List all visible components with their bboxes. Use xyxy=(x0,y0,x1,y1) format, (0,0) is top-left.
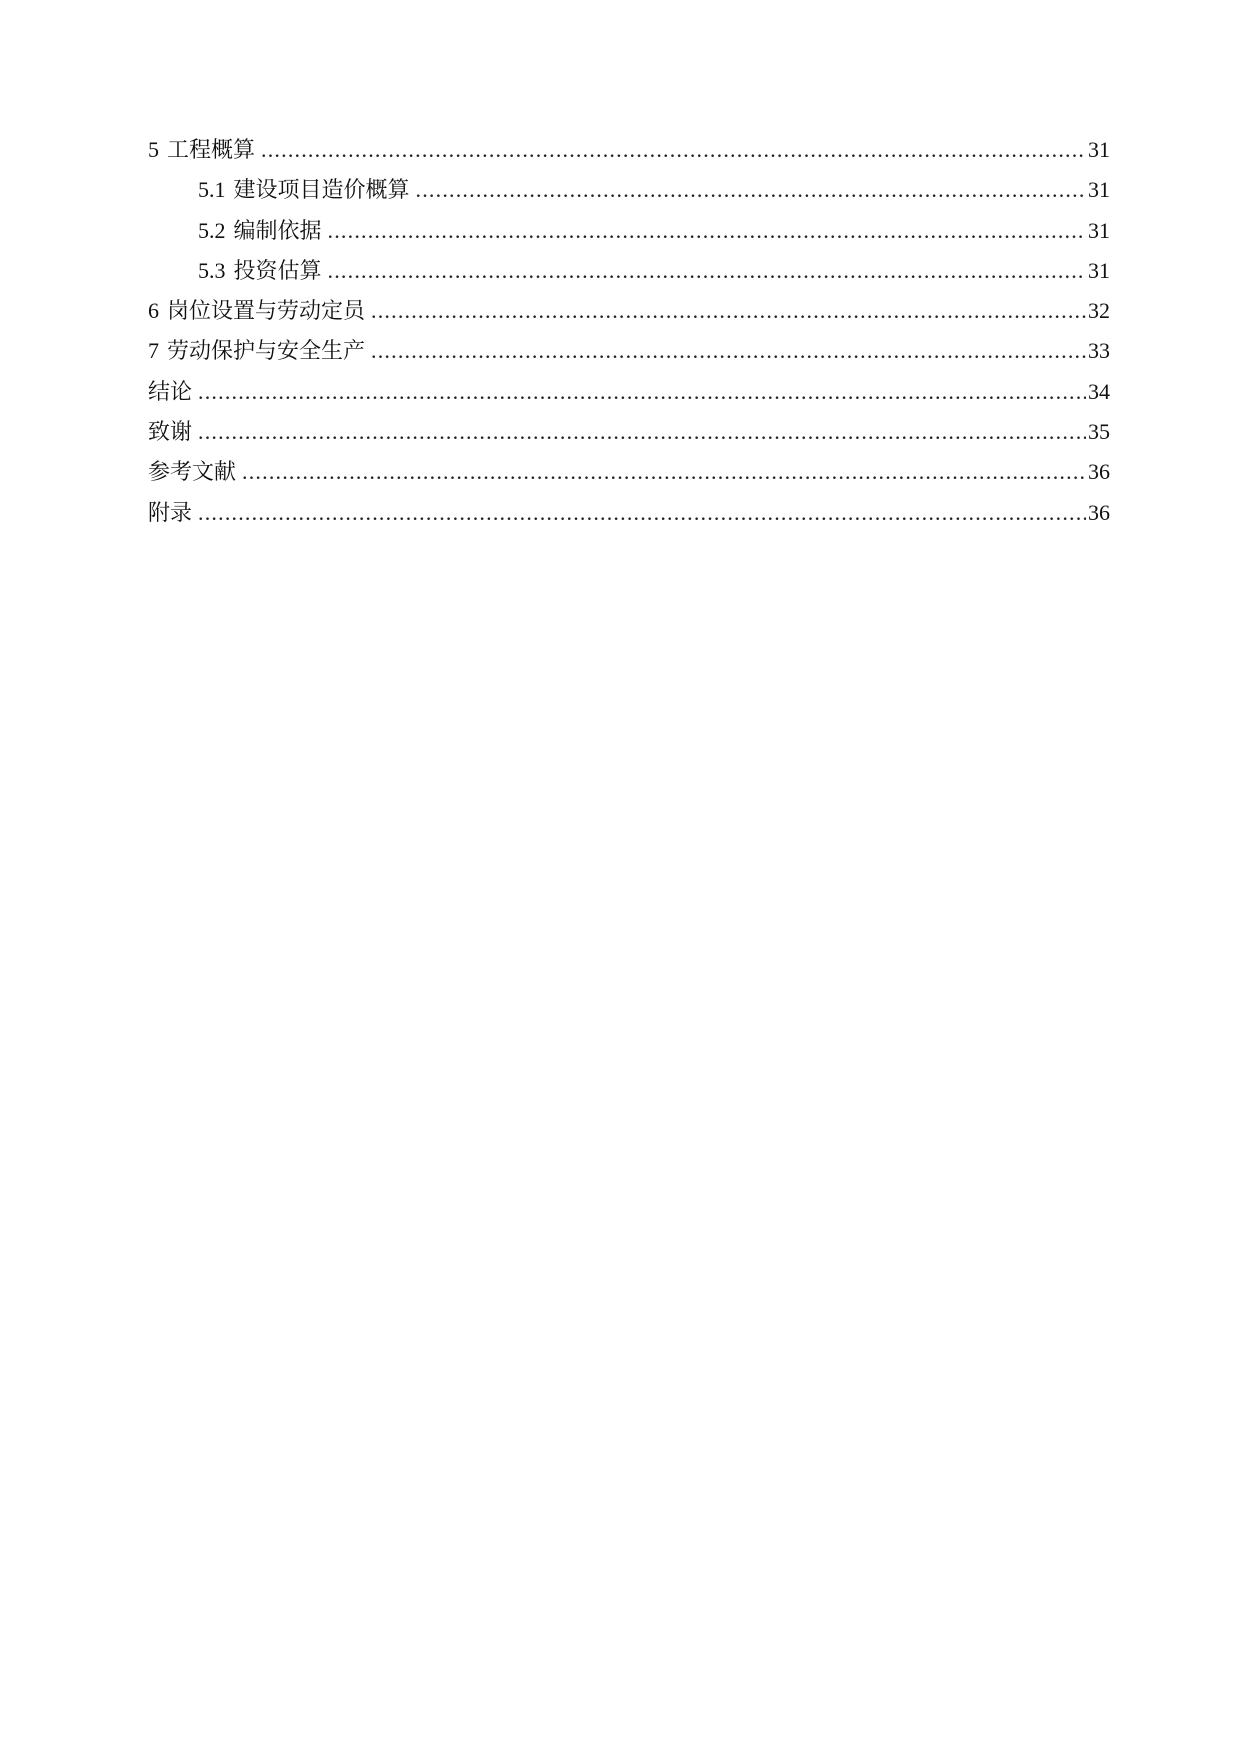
toc-entry-page: 36 xyxy=(1088,459,1110,485)
toc-entry-number: 6 xyxy=(148,298,159,324)
toc-entry[interactable] xyxy=(148,412,1110,452)
toc-entry-page: 33 xyxy=(1088,338,1110,364)
toc-entry[interactable] xyxy=(148,331,1110,371)
toc-entry[interactable] xyxy=(148,452,1110,492)
toc-dot-leader xyxy=(371,291,1086,331)
toc-entry[interactable] xyxy=(148,372,1110,412)
toc-entry-title: 劳动保护与安全生产 xyxy=(167,338,366,364)
toc-entry-number: 7 xyxy=(148,338,159,364)
table-of-contents xyxy=(148,130,1110,533)
toc-entry-title: 结论 xyxy=(148,378,193,404)
toc-dot-leader xyxy=(198,372,1086,412)
toc-entry-page: 31 xyxy=(1088,257,1110,283)
toc-entry-title: 编制依据 xyxy=(233,217,322,243)
toc-entry-page: 31 xyxy=(1088,137,1110,162)
toc-entry-number: 5 xyxy=(148,137,159,162)
toc-entry-title: 建设项目造价概算 xyxy=(233,177,410,203)
toc-dot-leader xyxy=(198,493,1086,533)
toc-entry[interactable] xyxy=(148,291,1110,331)
toc-entry-page: 31 xyxy=(1088,177,1110,203)
toc-entry-number: 5.2 xyxy=(198,217,226,243)
toc-entry-page: 35 xyxy=(1088,419,1110,445)
toc-entry[interactable] xyxy=(148,170,1110,210)
toc-entry[interactable] xyxy=(148,130,1110,170)
toc-entry-title: 投资估算 xyxy=(233,257,322,283)
toc-dot-leader xyxy=(198,412,1086,452)
toc-entry[interactable] xyxy=(148,493,1110,533)
toc-entry-page: 31 xyxy=(1088,217,1110,243)
toc-dot-leader xyxy=(328,211,1086,251)
toc-dot-leader xyxy=(242,452,1086,492)
toc-entry-title: 工程概算 xyxy=(167,137,256,162)
toc-entry-number: 5.1 xyxy=(198,177,226,203)
toc-entry-title: 参考文献 xyxy=(148,459,237,485)
toc-entry[interactable] xyxy=(148,251,1110,291)
toc-dot-leader xyxy=(328,251,1086,291)
toc-entry[interactable] xyxy=(148,211,1110,251)
toc-entry-page: 34 xyxy=(1088,378,1110,404)
toc-entry-title: 致谢 xyxy=(148,419,193,445)
toc-entry-title: 附录 xyxy=(148,499,193,525)
toc-dot-leader xyxy=(261,130,1086,170)
toc-dot-leader xyxy=(416,170,1086,210)
toc-entry-page: 32 xyxy=(1088,298,1110,324)
toc-entry-title: 岗位设置与劳动定员 xyxy=(167,298,366,324)
toc-dot-leader xyxy=(371,331,1086,371)
toc-entry-page: 36 xyxy=(1088,499,1110,525)
toc-entry-number: 5.3 xyxy=(198,257,226,283)
